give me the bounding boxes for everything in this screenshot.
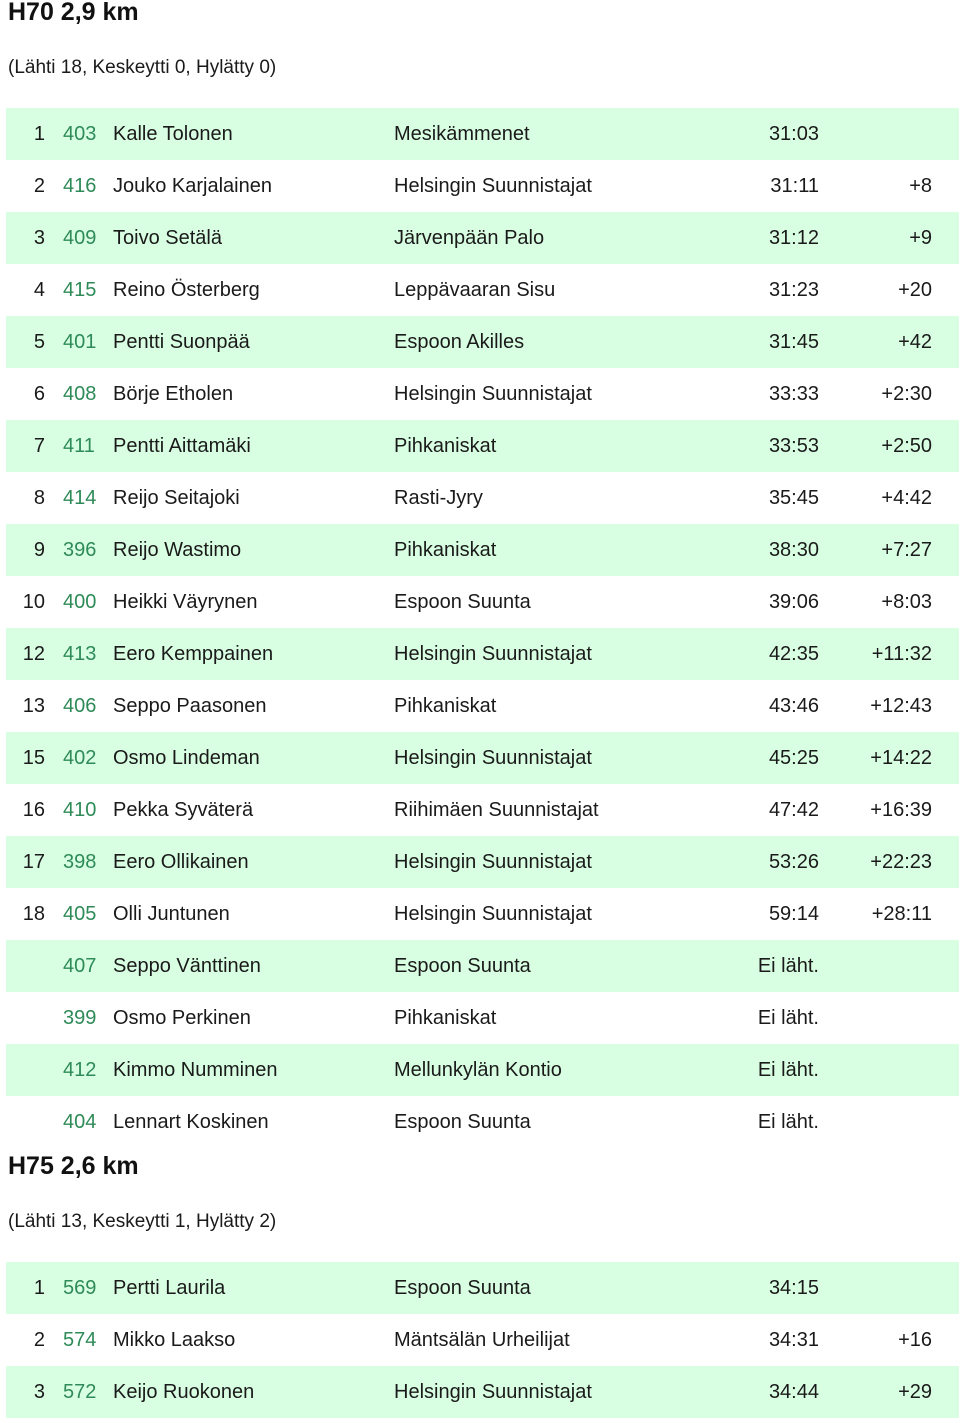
table-row <box>6 108 959 160</box>
results-table <box>6 108 959 1148</box>
results-table <box>6 1262 959 1418</box>
section-summary: (Lähti 13, Keskeytti 1, Hylätty 2) <box>8 1211 277 1232</box>
result-name: Pertti Laurila <box>113 1277 226 1299</box>
result-bib: 403 <box>63 123 97 145</box>
result-name: Pentti Aittamäki <box>113 435 251 457</box>
result-time: 31:11 <box>770 175 819 197</box>
result-time: 35:45 <box>768 487 819 509</box>
result-name: Heikki Väyrynen <box>113 591 258 613</box>
result-place: 12 <box>22 643 45 665</box>
result-bib: 408 <box>63 383 97 405</box>
table-row <box>6 1262 959 1314</box>
result-club: Helsingin Suunnistajat <box>394 1381 592 1403</box>
result-time: Ei läht. <box>757 955 819 977</box>
result-time: 47:42 <box>768 799 819 821</box>
result-club: Helsingin Suunnistajat <box>394 903 592 925</box>
table-row <box>6 628 959 680</box>
result-time: 42:35 <box>768 643 819 665</box>
result-place: 6 <box>33 383 45 405</box>
result-club: Pihkaniskat <box>394 695 497 717</box>
result-bib: 415 <box>63 279 97 301</box>
result-name: Pentti Suonpää <box>113 331 250 353</box>
result-diff: +28:11 <box>871 903 932 925</box>
result-bib: 411 <box>63 435 95 457</box>
result-diff: +20 <box>898 279 932 301</box>
result-club: Espoon Suunta <box>394 955 531 977</box>
result-place: 7 <box>33 435 45 457</box>
result-bib: 398 <box>63 851 97 873</box>
result-place: 9 <box>33 539 45 561</box>
result-bib: 401 <box>63 331 97 353</box>
result-club: Helsingin Suunnistajat <box>394 851 592 873</box>
table-row <box>6 576 959 628</box>
result-time: Ei läht. <box>757 1007 819 1029</box>
result-club: Espoon Suunta <box>394 1277 531 1299</box>
result-diff: +16:39 <box>870 799 932 821</box>
result-bib: 412 <box>63 1059 97 1081</box>
result-club: Helsingin Suunnistajat <box>394 643 592 665</box>
result-club: Järvenpään Palo <box>394 227 545 249</box>
result-club: Espoon Akilles <box>394 331 525 353</box>
result-name: Mikko Laakso <box>113 1329 236 1351</box>
result-time: 31:12 <box>768 227 819 249</box>
result-diff: +42 <box>898 331 932 353</box>
result-club: Pihkaniskat <box>394 1007 497 1029</box>
result-bib: 569 <box>63 1277 97 1299</box>
result-diff: +2:50 <box>881 435 932 457</box>
result-name: Seppo Vänttinen <box>113 955 261 977</box>
result-club: Helsingin Suunnistajat <box>394 383 592 405</box>
result-place: 1 <box>33 1277 45 1299</box>
result-diff: +8 <box>909 175 932 197</box>
result-name: Olli Juntunen <box>113 903 230 925</box>
result-time: 31:45 <box>768 331 819 353</box>
table-row <box>6 368 959 420</box>
table-row <box>6 680 959 732</box>
result-name: Kimmo Numminen <box>113 1059 278 1081</box>
result-name: Börje Etholen <box>113 383 234 405</box>
result-name: Toivo Setälä <box>113 227 222 249</box>
result-bib: 399 <box>63 1007 97 1029</box>
result-place: 2 <box>33 1329 45 1351</box>
result-time: 59:14 <box>768 903 819 925</box>
result-club: Mäntsälän Urheilijat <box>394 1329 570 1351</box>
result-bib: 404 <box>63 1111 97 1133</box>
section-title: H70 2,9 km <box>8 0 139 26</box>
result-bib: 416 <box>63 175 97 197</box>
result-time: 39:06 <box>768 591 819 613</box>
result-club: Espoon Suunta <box>394 1111 531 1133</box>
result-diff: +9 <box>909 227 932 249</box>
result-club: Helsingin Suunnistajat <box>394 747 592 769</box>
result-place: 16 <box>22 799 45 821</box>
table-row <box>6 1096 959 1148</box>
result-club: Leppävaaran Sisu <box>394 279 556 301</box>
table-row <box>6 264 959 316</box>
result-club: Pihkaniskat <box>394 435 497 457</box>
result-time: 33:53 <box>768 435 819 457</box>
result-time: 34:31 <box>768 1329 819 1351</box>
table-row <box>6 212 959 264</box>
result-name: Osmo Lindeman <box>113 747 260 769</box>
result-time: 33:33 <box>768 383 819 405</box>
result-diff: +2:30 <box>881 383 932 405</box>
result-time: Ei läht. <box>757 1111 819 1133</box>
result-time: 43:46 <box>768 695 819 717</box>
result-club: Rasti-Jyry <box>394 487 483 509</box>
result-diff: +8:03 <box>881 591 932 613</box>
result-name: Jouko Karjalainen <box>113 175 272 197</box>
result-place: 3 <box>33 227 45 249</box>
result-bib: 396 <box>63 539 97 561</box>
result-name: Keijo Ruokonen <box>113 1381 255 1403</box>
result-name: Reino Österberg <box>113 279 260 301</box>
result-place: 15 <box>22 747 45 769</box>
result-bib: 409 <box>63 227 97 249</box>
result-time: Ei läht. <box>757 1059 819 1081</box>
result-bib: 402 <box>63 747 97 769</box>
result-diff: +7:27 <box>881 539 932 561</box>
result-place: 3 <box>33 1381 45 1403</box>
result-bib: 405 <box>63 903 97 925</box>
table-row <box>6 472 959 524</box>
result-name: Eero Kemppainen <box>113 643 274 665</box>
result-bib: 410 <box>63 799 97 821</box>
result-bib: 400 <box>63 591 97 613</box>
result-time: 31:23 <box>768 279 819 301</box>
result-name: Reijo Wastimo <box>113 539 242 561</box>
result-place: 13 <box>22 695 45 717</box>
table-row <box>6 316 959 368</box>
result-bib: 414 <box>63 487 97 509</box>
result-bib: 572 <box>63 1381 97 1403</box>
result-club: Riihimäen Suunnistajat <box>394 799 599 821</box>
result-club: Mellunkylän Kontio <box>394 1059 562 1081</box>
result-place: 10 <box>22 591 45 613</box>
section-summary: (Lähti 18, Keskeytti 0, Hylätty 0) <box>8 57 277 78</box>
table-row <box>6 420 959 472</box>
table-row <box>6 888 959 940</box>
result-club: Espoon Suunta <box>394 591 531 613</box>
result-place: 8 <box>33 487 45 509</box>
result-bib: 407 <box>63 955 97 977</box>
result-time: 31:03 <box>768 123 819 145</box>
result-name: Osmo Perkinen <box>113 1007 251 1029</box>
table-row <box>6 1044 959 1096</box>
result-bib: 413 <box>63 643 97 665</box>
result-name: Lennart Koskinen <box>113 1111 269 1133</box>
result-club: Mesikämmenet <box>394 123 530 145</box>
result-bib: 406 <box>63 695 97 717</box>
result-time: 45:25 <box>768 747 819 769</box>
result-name: Eero Ollikainen <box>113 851 249 873</box>
result-name: Kalle Tolonen <box>113 123 233 145</box>
result-time: 34:44 <box>768 1381 819 1403</box>
table-row <box>6 732 959 784</box>
result-place: 1 <box>33 123 45 145</box>
table-row <box>6 992 959 1044</box>
table-row <box>6 160 959 212</box>
result-diff: +14:22 <box>870 747 932 769</box>
result-diff: +16 <box>898 1329 932 1351</box>
result-bib: 574 <box>63 1329 97 1351</box>
section-title: H75 2,6 km <box>8 1152 139 1180</box>
result-club: Helsingin Suunnistajat <box>394 175 592 197</box>
result-diff: +22:23 <box>870 851 932 873</box>
result-place: 2 <box>33 175 45 197</box>
result-name: Reijo Seitajoki <box>113 487 240 509</box>
result-time: 38:30 <box>768 539 819 561</box>
result-place: 4 <box>33 279 45 301</box>
result-place: 18 <box>22 903 45 925</box>
table-row <box>6 836 959 888</box>
result-time: 53:26 <box>768 851 819 873</box>
table-row <box>6 524 959 576</box>
result-name: Seppo Paasonen <box>113 695 267 717</box>
table-row <box>6 940 959 992</box>
result-diff: +29 <box>898 1381 932 1403</box>
result-place: 5 <box>33 331 45 353</box>
result-name: Pekka Syväterä <box>113 799 254 821</box>
result-diff: +4:42 <box>881 487 932 509</box>
table-row <box>6 1314 959 1366</box>
result-place: 17 <box>22 851 45 873</box>
result-time: 34:15 <box>768 1277 819 1299</box>
result-club: Pihkaniskat <box>394 539 497 561</box>
table-row <box>6 784 959 836</box>
table-row <box>6 1366 959 1418</box>
result-diff: +12:43 <box>870 695 932 717</box>
result-diff: +11:32 <box>871 643 932 665</box>
